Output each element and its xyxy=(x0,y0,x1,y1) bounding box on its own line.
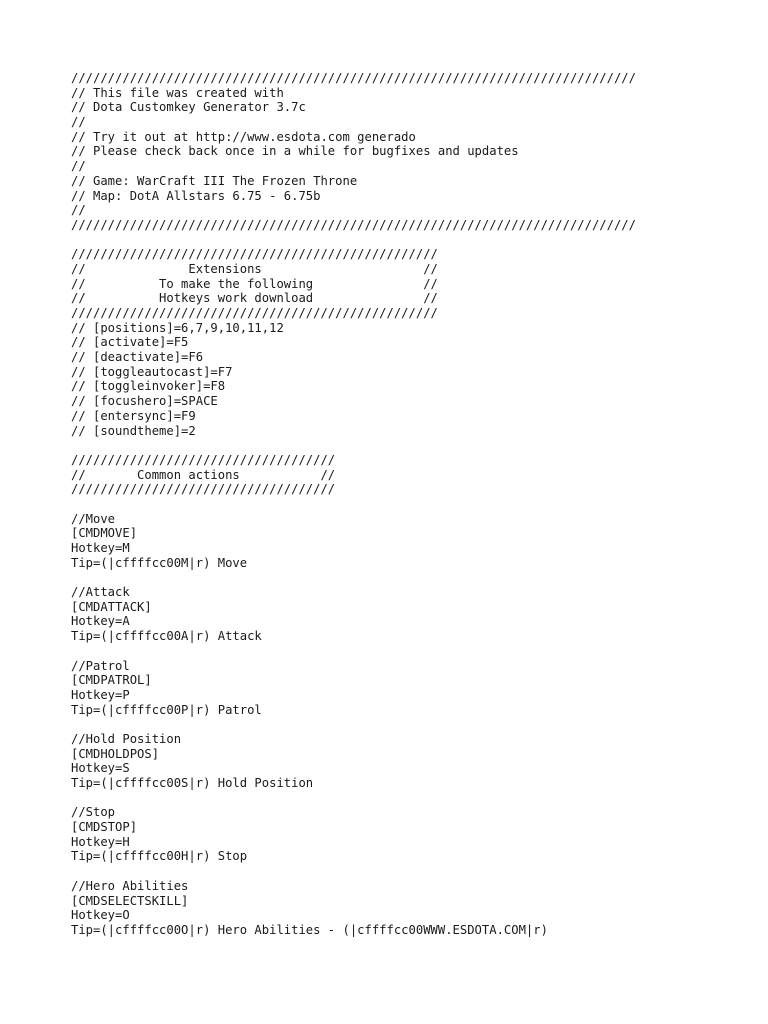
action-hotkey: Hotkey=A xyxy=(71,614,130,629)
extension-setting: // [positions]=6,7,9,10,11,12 xyxy=(71,320,284,335)
action-tip: Tip=(|cffffcc00P|r) Patrol xyxy=(71,702,262,717)
action-hotkey: Hotkey=P xyxy=(71,687,130,702)
extensions-rule-bottom: ////////////////////////////////////////////////// xyxy=(71,306,438,320)
blank-line xyxy=(71,644,761,659)
action-tip: Tip=(|cffffcc00M|r) Move xyxy=(71,555,248,570)
action-tip: Tip=(|cffffcc00O|r) Hero Abilities - (|cffffcc00WWW.ESDOTA.COM|r) xyxy=(71,922,548,937)
action-tip: Tip=(|cffffcc00H|r) Stop xyxy=(71,849,248,864)
action-section: [CMDSELECTSKILL] xyxy=(71,893,189,908)
header-comment-line: // Dota Customkey Generator 3.7c xyxy=(71,100,306,115)
action-section: [CMDSTOP] xyxy=(71,820,138,835)
blank-line xyxy=(71,717,761,732)
header-rule-bottom: ///////////////////////////////////////////////////////////////////////////// xyxy=(71,217,636,232)
action-tip: Tip=(|cffffcc00S|r) Hold Position xyxy=(71,776,314,790)
extension-setting: // [toggleinvoker]=F8 xyxy=(71,379,226,394)
extension-setting: // [activate]=F5 xyxy=(71,335,189,350)
blank-line xyxy=(71,570,761,585)
action-section: [CMDPATROL] xyxy=(71,673,152,688)
extension-setting: // [deactivate]=F6 xyxy=(71,350,204,365)
action-section: [CMDATTACK] xyxy=(71,599,152,614)
extensions-heading: // Extensions // xyxy=(71,261,438,276)
action-comment: //Hero Abilities xyxy=(71,878,189,893)
extension-setting: // [focushero]=SPACE xyxy=(71,394,218,409)
header-comment-line: // Map: DotA Allstars 6.75 - 6.75b xyxy=(71,188,321,203)
action-comment: //Hold Position xyxy=(71,731,182,746)
action-comment: //Patrol xyxy=(71,658,130,673)
action-tip: Tip=(|cffffcc00A|r) Attack xyxy=(71,629,262,644)
header-comment-line: // Please check back once in a while for bugfixes and updates xyxy=(71,144,519,159)
extension-setting: // [toggleautocast]=F7 xyxy=(71,364,233,379)
action-hotkey: Hotkey=H xyxy=(71,834,130,849)
header-comment-line: // xyxy=(71,203,86,218)
action-hotkey: Hotkey=O xyxy=(71,908,130,923)
extensions-rule-top: ////////////////////////////////////////////////// xyxy=(71,247,438,262)
common-actions-rule-top: //////////////////////////////////// xyxy=(71,452,336,467)
action-section: [CMDHOLDPOS] xyxy=(71,746,160,761)
blank-line xyxy=(71,497,761,512)
action-hotkey: Hotkey=S xyxy=(71,761,130,776)
action-comment: //Stop xyxy=(71,805,116,820)
action-comment: //Move xyxy=(71,511,116,526)
header-comment-line: // xyxy=(71,115,86,130)
action-comment: //Attack xyxy=(71,585,130,600)
header-comment-line: // Try it out at http://www.esdota.com generado xyxy=(71,129,416,144)
header-comment-line: // This file was created with xyxy=(71,85,284,100)
action-section: [CMDMOVE] xyxy=(71,526,138,541)
blank-line xyxy=(71,791,761,806)
extension-setting: // [soundtheme]=2 xyxy=(71,423,196,438)
header-comment-line: // xyxy=(71,159,86,174)
blank-line xyxy=(71,438,761,453)
extensions-heading: // To make the following // xyxy=(71,276,438,291)
header-comment-line: // Game: WarCraft III The Frozen Throne xyxy=(71,173,358,188)
header-rule-top: ///////////////////////////////////////////////////////////////////////////// xyxy=(71,71,636,85)
blank-line xyxy=(71,864,761,879)
common-actions-heading: // Common actions // xyxy=(71,467,336,482)
document-page xyxy=(71,71,761,938)
action-hotkey: Hotkey=M xyxy=(71,541,130,555)
extensions-heading: // Hotkeys work download // xyxy=(71,291,438,306)
common-actions-rule-bottom: //////////////////////////////////// xyxy=(71,482,336,497)
extension-setting: // [entersync]=F9 xyxy=(71,408,196,423)
blank-line xyxy=(71,233,761,248)
